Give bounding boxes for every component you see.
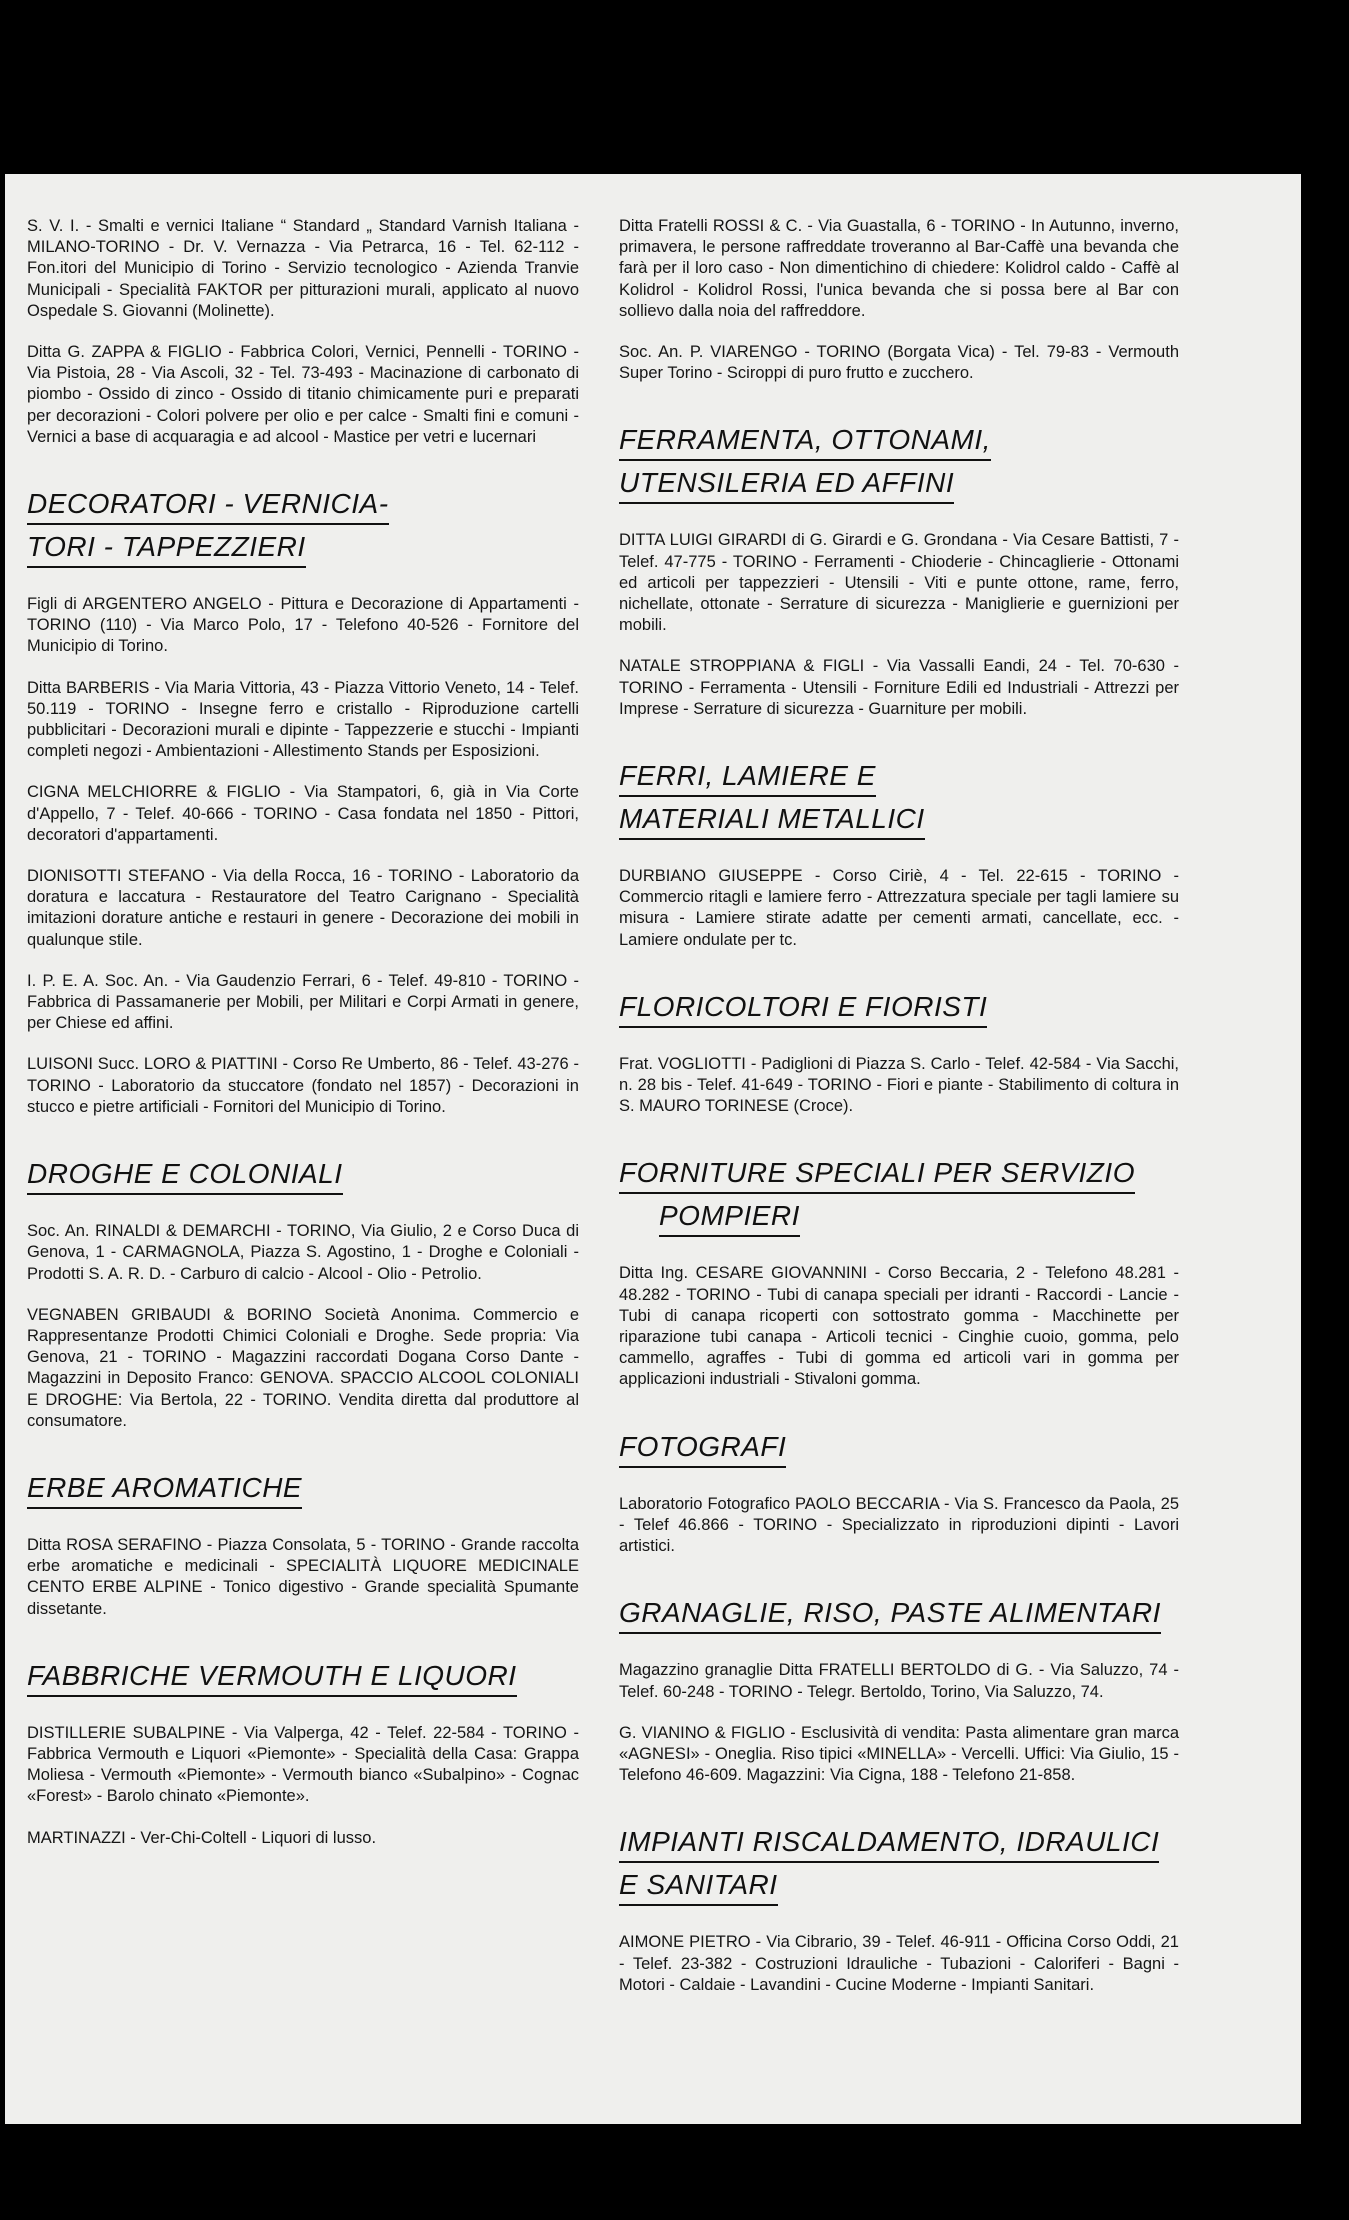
section-heading-line: ERBE AROMATICHE bbox=[27, 1470, 302, 1509]
section-heading-line: DROGHE E COLONIALI bbox=[27, 1156, 343, 1195]
section-heading-line: GRANAGLIE, RISO, PASTE ALIMENTARI bbox=[619, 1595, 1161, 1634]
section-heading bbox=[619, 989, 1179, 1032]
listing-entry: Frat. VOGLIOTTI - Padiglioni di Piazza S. Carlo - Telef. 42-584 - Via Sacchi, n. 28 bis - Telef. 41-649 - TORINO - Fiori e piante - Stabilimento di coltura in S. MAURO TORINESE (Croce). bbox=[619, 1054, 1179, 1116]
section-heading-line: FERRI, LAMIERE E bbox=[619, 758, 876, 797]
listing-entry: LUISONI Succ. LORO & PIATTINI - Corso Re Umberto, 86 - Telef. 43-276 - TORINO - Laboratorio da stuccatore (fondato nel 1857) - Decorazioni in stucco e pietre artificiali - Fornitori del Municipio di Torino. bbox=[27, 1055, 579, 1116]
section-heading-line: FLORICOLTORI E FIORISTI bbox=[619, 989, 987, 1028]
listing-entry: Ditta ROSA SERAFINO - Piazza Consolata, 5 - TORINO - Grande raccolta erbe aromatiche e medicinali - SPECIALITÀ LIQUORE MEDICINALE CENTO ERBE ALPINE - Tonico digestivo - Grande specialità Spumante dissetante. bbox=[27, 1535, 579, 1618]
section-heading-line: FORNITURE SPECIALI PER SERVIZIO bbox=[619, 1155, 1135, 1194]
section-heading-line: POMPIERI bbox=[659, 1198, 800, 1237]
listing-entry: I. P. E. A. Soc. An. - Via Gaudenzio Ferrari, 6 - Telef. 49-810 - TORINO - Fabbrica di Passamanerie per Mobili, per Militari e Corpi Armati in genere, per Chiese ed affini. bbox=[27, 971, 579, 1033]
section-heading-line: DECORATORI - VERNICIA- bbox=[27, 486, 389, 525]
section-heading bbox=[619, 758, 1179, 844]
section-heading bbox=[27, 1658, 579, 1701]
section-heading bbox=[27, 1156, 579, 1199]
listing-entry: Ditta Ing. CESARE GIOVANNINI - Corso Beccaria, 2 - Telefono 48.281 - 48.282 - TORINO - Tubi di canapa speciali per idranti - Raccordi - Lancie - Tubi di canapa ricoperti con sottostrato gomma - Macchinette per riparazione tubi canapa - Articoli tecnici - Cinghie cuoio, gomma, pelo cammello, agraffes - Tubi di gomma ed articoli vari in gomma per applicazioni industriali - Stivaloni gomma. bbox=[619, 1264, 1179, 1389]
listing-entry: Soc. An. P. VIARENGO - TORINO (Borgata Vica) - Tel. 79-83 - Vermouth Super Torino - Sciroppi di puro frutto e zucchero. bbox=[619, 343, 1179, 383]
right-column bbox=[619, 216, 1179, 2016]
listing-entry: Ditta Fratelli ROSSI & C. - Via Guastalla, 6 - TORINO - In Autunno, inverno, primavera, le persone raffreddate troveranno al Bar-Caffè una bevanda che farà per il loro caso - Non dimentichino di chiedere: Kolidrol caldo - Caffè al Kolidrol - Kolidrol Rossi, l'unica bevanda che si possa bere al Bar con sollievo dalla noia del raffreddore. bbox=[619, 217, 1179, 320]
section-heading bbox=[619, 422, 1179, 508]
section-heading bbox=[619, 1824, 1179, 1910]
listing-entry: DITTA LUIGI GIRARDI di G. Girardi e G. Grondana - Via Cesare Battisti, 7 - Telef. 47-775 - TORINO - Ferramenti - Chioderie - Chincaglierie - Ottonami ed articoli per tappezzieri - Utensili - Viti e punte ottone, rame, ferro, nichellate, ottonate - Serrature di sicurezza - Maniglierie e guernizioni per mobili. bbox=[619, 531, 1179, 635]
listing-entry: DIONISOTTI STEFANO - Via della Rocca, 16 - TORINO - Laboratorio da doratura e laccatura - Restauratore del Teatro Carignano - Specialità imitazioni dorature antiche e restauri in genere - Decorazione dei mobili in qualunque stile. bbox=[27, 867, 579, 949]
listing-entry: DURBIANO GIUSEPPE - Corso Ciriè, 4 - Tel. 22-615 - TORINO - Commercio ritagli e lamiere ferro - Attrezzatura speciale per tagli lamiere su misura - Lamiere stirate adatte per cementi armati, cancellate, ecc. - Lamiere ondulate per tc. bbox=[619, 867, 1179, 949]
listing-entry: CIGNA MELCHIORRE & FIGLIO - Via Stampatori, 6, già in Via Corte d'Appello, 7 - Telef. 40-666 - TORINO - Casa fondata nel 1850 - Pittori, decoratori d'appartamenti. bbox=[27, 783, 579, 844]
section-heading-line: FABBRICHE VERMOUTH E LIQUORI bbox=[27, 1658, 517, 1697]
listing-entry: Figli di ARGENTERO ANGELO - Pittura e Decorazione di Appartamenti - TORINO (110) - Via Marco Polo, 17 - Telefono 40-526 - Fornitore del Municipio di Torino. bbox=[27, 595, 579, 656]
left-column bbox=[27, 216, 579, 1869]
section-heading bbox=[27, 1470, 579, 1513]
section-heading-line: TORI - TAPPEZZIERI bbox=[27, 529, 306, 568]
section-heading-line: FOTOGRAFI bbox=[619, 1429, 786, 1468]
listing-entry: Magazzino granaglie Ditta FRATELLI BERTOLDO di G. - Via Saluzzo, 74 - Telef. 60-248 - TORINO - Telegr. Bertoldo, Torino, Via Saluzzo, 74. bbox=[619, 1661, 1179, 1701]
section-heading bbox=[619, 1595, 1179, 1638]
document-sheet bbox=[5, 174, 1301, 2124]
listing-entry: MARTINAZZI - Ver-Chi-Coltell - Liquori di lusso. bbox=[27, 1828, 377, 1847]
section-heading bbox=[619, 1429, 1179, 1472]
section-heading bbox=[27, 486, 579, 572]
listing-entry: G. VIANINO & FIGLIO - Esclusività di vendita: Pasta alimentare gran marca «AGNESI» - Oneglia. Riso tipici «MINELLA» - Vercelli. Uffici: Via Giulio, 15 - Telefono 46-609. Magazzini: Via Cigna, 188 - Telefono 21-858. bbox=[619, 1723, 1179, 1785]
listing-entry: Soc. An. RINALDI & DEMARCHI - TORINO, Via Giulio, 2 e Corso Duca di Genova, 1 - CARMAGNOLA, Piazza S. Agostino, 1 - Droghe e Coloniali - Prodotti S. A. R. D. - Carburo di calcio - Alcool - Olio - Petrolio. bbox=[27, 1222, 579, 1283]
listing-entry: AIMONE PIETRO - Via Cibrario, 39 - Telef. 46-911 - Officina Corso Oddi, 21 - Telef. 23-382 - Costruzioni Idrauliche - Tubazioni - Caloriferi - Bagni - Motori - Caldaie - Lavandini - Cucine Moderne - Impianti Sanitari. bbox=[619, 1933, 1179, 1994]
listing-entry: S. V. I. - Smalti e vernici Italiane “ Standard „ Standard Varnish Italiana - MILANO-TORINO - Dr. V. Vernazza - Via Petrarca, 16 - Tel. 62-112 - Fon.itori del Municipio di Torino - Servizio tecnologico - Azienda Tranvie Municipali - Specialità FAKTOR per pitturazioni murali, applicato al nuovo Ospedale S. Giovanni (Molinette). bbox=[27, 217, 579, 320]
listing-entry: NATALE STROPPIANA & FIGLI - Via Vassalli Eandi, 24 - Tel. 70-630 - TORINO - Ferramenta - Utensili - Forniture Edili ed Industriali - Attrezzi per Imprese - Serrature di sicurezza - Guarniture per mobili. bbox=[619, 657, 1179, 718]
section-heading-line: IMPIANTI RISCALDAMENTO, IDRAULICI bbox=[619, 1824, 1159, 1863]
section-heading-line: MATERIALI METALLICI bbox=[619, 801, 925, 840]
listing-entry: DISTILLERIE SUBALPINE - Via Valperga, 42 - Telef. 22-584 - TORINO - Fabbrica Vermouth e Liquori «Piemonte» - Specialità della Casa: Grappa Moliesa - Vermouth «Piemonte» - Vermouth bianco «Subalpino» - Cognac «Forest» - Barolo chinato «Piemonte». bbox=[27, 1723, 579, 1806]
section-heading-line: E SANITARI bbox=[619, 1867, 778, 1906]
listing-entry: Laboratorio Fotografico PAOLO BECCARIA - Via S. Francesco da Paola, 25 - Telef 46.866 - TORINO - Specializzato in riproduzioni dipinti - Lavori artistici. bbox=[619, 1494, 1179, 1556]
section-heading bbox=[619, 1155, 1179, 1241]
listing-entry: Ditta G. ZAPPA & FIGLIO - Fabbrica Colori, Vernici, Pennelli - TORINO - Via Pistoia, 28 - Via Ascoli, 32 - Tel. 73-493 - Macinazione di carbonato di piombo - Ossido di zinco - Ossido di titanio chimicamente puri e preparati per decorazioni - Colori polvere per olio e per calce - Smalti fini e comuni - Vernici a base di acquaragia e ad alcool - Mastice per vetri e lucernari bbox=[27, 343, 579, 446]
listing-entry: VEGNABEN GRIBAUDI & BORINO Società Anonima. Commercio e Rappresentanze Prodotti Chimici Coloniali e Droghe. Sede propria: Via Genova, 21 - TORINO - Magazzini raccordati Dogana Corso Dante - Magazzini in Deposito Franco: GENOVA. SPACCIO ALCOOL COLONIALI E DROGHE: Via Bertola, 22 - TORINO. Vendita diretta dal produttore al consumatore. bbox=[27, 1305, 579, 1430]
section-heading-line: FERRAMENTA, OTTONAMI, bbox=[619, 422, 991, 461]
listing-entry: Ditta BARBERIS - Via Maria Vittoria, 43 - Piazza Vittorio Veneto, 14 - Telef. 50.119 - TORINO - Insegne ferro e cristallo - Riproduzione cartelli pubblicitari - Decorazioni murali e dipinte - Tappezzerie e stucchi - Impianti completi negozi - Ambientazioni - Allestimento Stands per Esposizioni. bbox=[27, 678, 579, 761]
section-heading-line: UTENSILERIA ED AFFINI bbox=[619, 465, 954, 504]
